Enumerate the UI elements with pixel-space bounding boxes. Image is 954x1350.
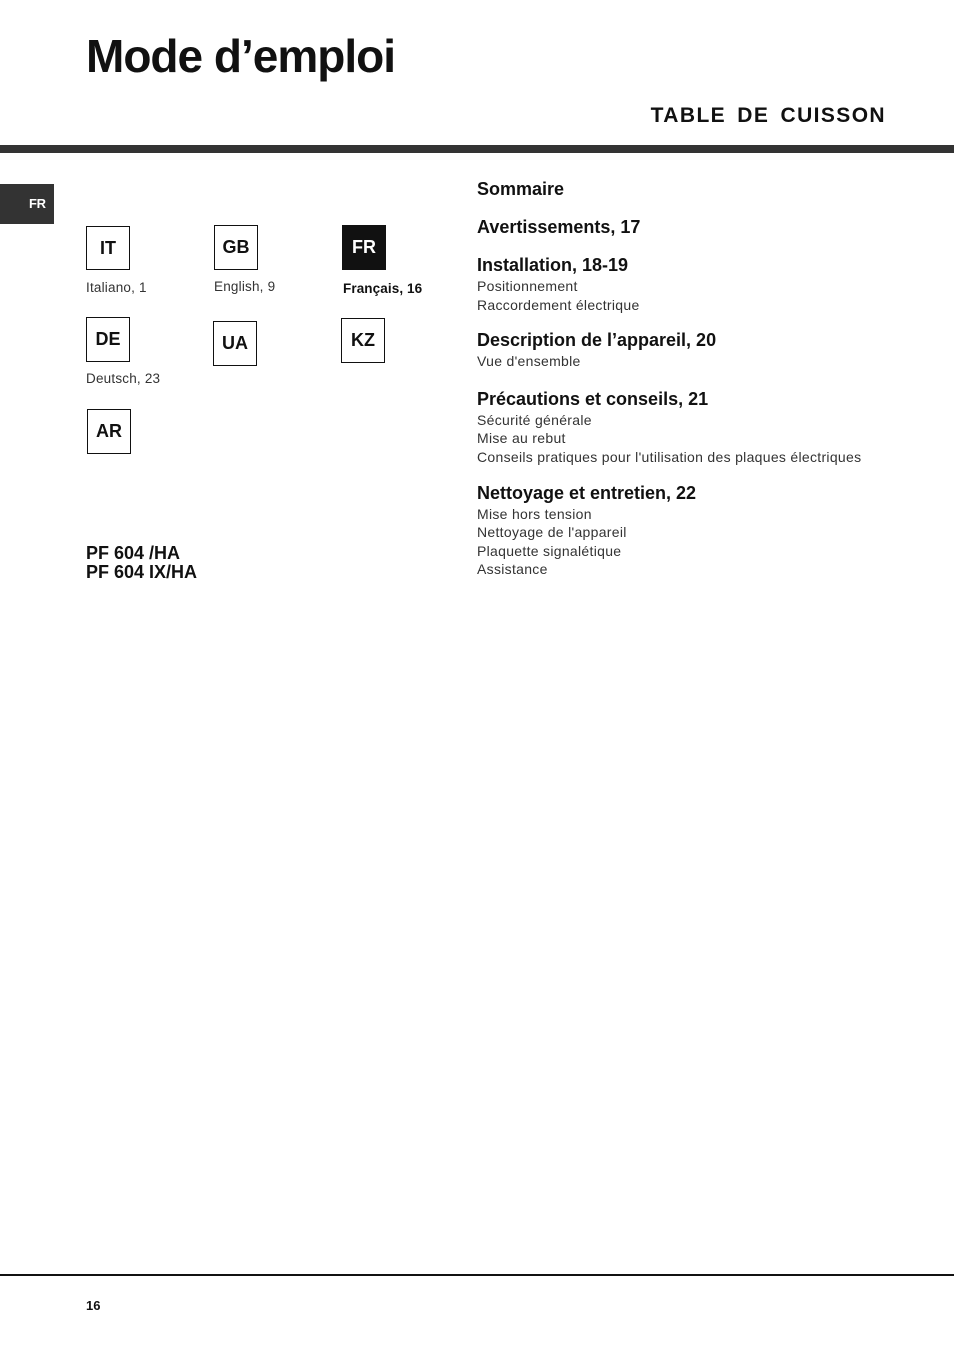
toc-section-installation [477, 253, 917, 314]
toc-section-title[interactable]: Avertissements, 17 [477, 217, 641, 237]
toc-section-title[interactable]: Précautions et conseils, 21 [477, 388, 709, 409]
page-title: Mode d’emploi [86, 30, 395, 82]
language-side-tab: FR [0, 184, 54, 224]
language-button-it[interactable]: IT [86, 226, 130, 270]
toc-item[interactable]: Nettoyage de l'appareil [477, 524, 627, 541]
model-name: PF 604 IX/HA [86, 562, 198, 582]
footer-divider [0, 1274, 954, 1276]
page-number: 16 [86, 1298, 101, 1313]
toc-item[interactable]: Mise hors tension [477, 505, 592, 522]
toc-section-avertissements [477, 215, 917, 239]
toc-heading: Sommaire [477, 179, 565, 199]
toc-item[interactable]: Vue d'ensemble [477, 353, 581, 370]
language-label-gb[interactable]: English, 9 [214, 279, 276, 294]
toc-section-nettoyage [477, 481, 917, 579]
toc-item[interactable]: Raccordement électrique [477, 296, 640, 313]
language-button-fr[interactable]: FR [342, 225, 386, 270]
language-label-it[interactable]: Italiano, 1 [86, 280, 147, 295]
language-label-de[interactable]: Deutsch, 23 [86, 371, 161, 386]
toc-item[interactable]: Mise au rebut [477, 430, 566, 447]
toc-section-title[interactable]: Nettoyage et entretien, 22 [477, 482, 697, 503]
toc-item[interactable]: Sécurité générale [477, 411, 592, 428]
toc-item[interactable]: Plaquette signalétique [477, 542, 622, 559]
document-subtitle: TABLE DE CUISSON [650, 104, 886, 127]
toc-item[interactable]: Conseils pratiques pour l'utilisation des plaques électriques [477, 448, 862, 465]
toc-item[interactable]: Positionnement [477, 278, 578, 294]
toc-section-title[interactable]: Description de l’appareil, 20 [477, 330, 717, 351]
language-label-fr[interactable]: Français, 16 [343, 281, 423, 296]
language-button-ua[interactable]: UA [213, 321, 257, 366]
model-name: PF 604 /HA [86, 543, 181, 563]
header-divider-bar [0, 145, 954, 153]
language-button-de[interactable]: DE [86, 317, 130, 362]
model-names [86, 544, 197, 582]
toc-section-description [477, 328, 917, 371]
table-of-contents [477, 177, 917, 579]
language-button-kz[interactable]: KZ [341, 318, 385, 363]
language-button-gb[interactable]: GB [214, 225, 258, 270]
language-button-ar[interactable]: AR [87, 409, 131, 454]
toc-section-precautions [477, 387, 917, 467]
toc-item[interactable]: Assistance [477, 561, 548, 578]
toc-section-title[interactable]: Installation, 18-19 [477, 255, 629, 275]
